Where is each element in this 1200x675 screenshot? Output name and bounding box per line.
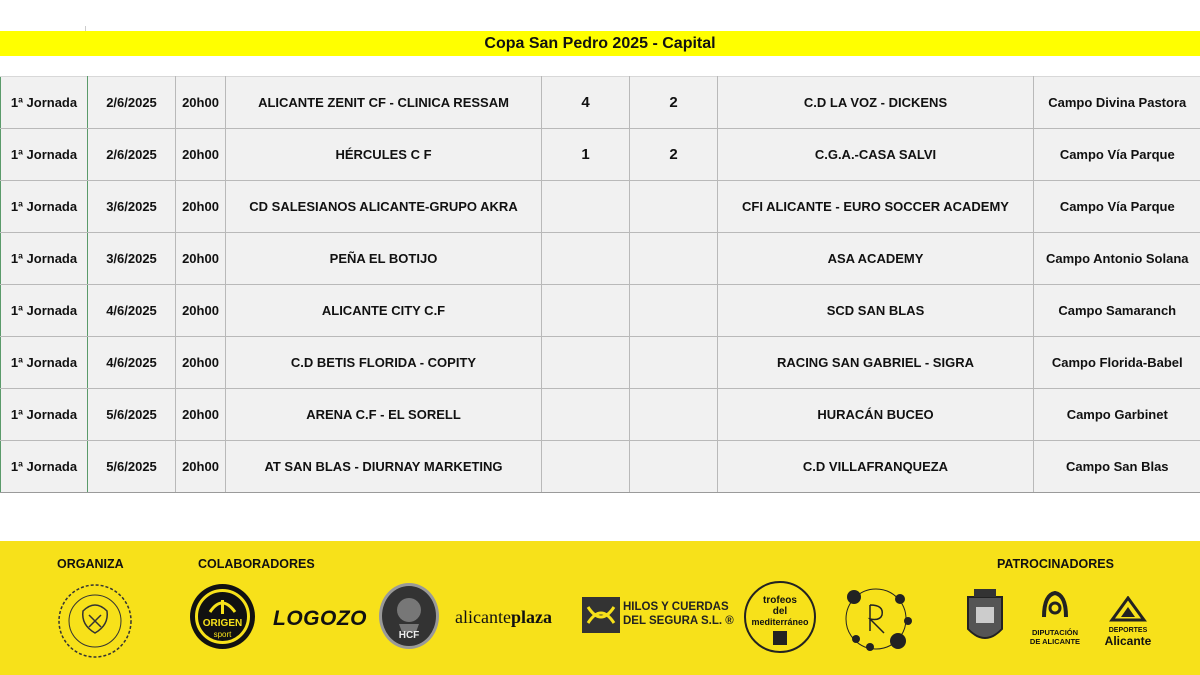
time-cell: 20h00 xyxy=(176,337,226,389)
home-score-cell xyxy=(542,337,630,389)
diputacion-line-2: DE ALICANTE xyxy=(1029,637,1081,646)
away-team-cell: C.G.A.-CASA SALVI xyxy=(718,129,1034,181)
away-team-cell: HURACÁN BUCEO xyxy=(718,389,1034,441)
venue-cell: Campo Garbinet xyxy=(1034,389,1200,441)
fixtures-body xyxy=(1,77,1200,493)
away-score-cell xyxy=(630,233,718,285)
deportes-line-1: DEPORTES xyxy=(1108,627,1148,634)
page-title-text: Copa San Pedro 2025 - Capital xyxy=(484,34,716,52)
knot-icon xyxy=(582,597,620,633)
colaboradores-label: COLABORADORES xyxy=(198,557,315,571)
sponsor-band xyxy=(0,541,1200,675)
round-cell: 1ª Jornada xyxy=(1,233,88,285)
deportes-alicante-logo xyxy=(1098,596,1158,648)
table-row xyxy=(1,181,1200,233)
away-team-cell: ASA ACADEMY xyxy=(718,233,1034,285)
table-row xyxy=(1,337,1200,389)
date-cell: 2/6/2025 xyxy=(88,77,176,129)
away-score-cell xyxy=(630,337,718,389)
alicante-city-crest xyxy=(964,587,1006,651)
origen-bottom-text: sport xyxy=(213,630,232,639)
away-team-cell: RACING SAN GABRIEL - SIGRA xyxy=(718,337,1034,389)
alicanteplaza-logo xyxy=(455,607,552,628)
diputacion-logo xyxy=(1028,587,1082,646)
home-team-cell: ALICANTE ZENIT CF - CLINICA RESSAM xyxy=(226,77,542,129)
table-row xyxy=(1,233,1200,285)
home-team-cell: PEÑA EL BOTIJO xyxy=(226,233,542,285)
round-cell: 1ª Jornada xyxy=(1,389,88,441)
trofeos-line-1: trofeos xyxy=(763,595,797,606)
time-cell: 20h00 xyxy=(176,77,226,129)
origen-ring-icon xyxy=(190,584,255,649)
away-team-cell: SCD SAN BLAS xyxy=(718,285,1034,337)
deportes-triangle-icon xyxy=(1108,596,1148,622)
home-team-cell: ALICANTE CITY C.F xyxy=(226,285,542,337)
page-title xyxy=(0,31,1200,56)
home-score-cell: 4 xyxy=(542,77,630,129)
away-score-cell xyxy=(630,389,718,441)
date-cell: 3/6/2025 xyxy=(88,233,176,285)
home-team-cell: C.D BETIS FLORIDA - COPITY xyxy=(226,337,542,389)
table-row xyxy=(1,129,1200,181)
time-cell: 20h00 xyxy=(176,441,226,493)
hilos-line-1: HILOS Y CUERDAS xyxy=(623,601,729,613)
trofeos-line-3: mediterráneo xyxy=(751,617,809,627)
home-score-cell xyxy=(542,233,630,285)
home-team-cell: HÉRCULES C F xyxy=(226,129,542,181)
round-cell: 1ª Jornada xyxy=(1,129,88,181)
away-score-cell xyxy=(630,285,718,337)
alicanteplaza-part-b: plaza xyxy=(510,607,552,627)
press-association-logo xyxy=(55,581,135,661)
time-cell: 20h00 xyxy=(176,285,226,337)
logozo-logo: LOGOZO xyxy=(273,607,367,630)
hercules-crest xyxy=(379,583,439,649)
trofeos-mark-icon xyxy=(773,631,787,645)
trofeos-logo xyxy=(744,581,816,653)
diputacion-line-1: DIPUTACIÓN xyxy=(1031,628,1079,637)
away-team-cell: C.D LA VOZ - DICKENS xyxy=(718,77,1034,129)
away-score-cell: 2 xyxy=(630,77,718,129)
date-cell: 5/6/2025 xyxy=(88,441,176,493)
home-score-cell xyxy=(542,181,630,233)
time-cell: 20h00 xyxy=(176,233,226,285)
round-cell: 1ª Jornada xyxy=(1,337,88,389)
deportes-line-2: Alicante xyxy=(1104,634,1152,648)
floral-r-logo xyxy=(834,577,918,661)
hilos-emblem xyxy=(582,597,620,633)
venue-cell: Campo San Blas xyxy=(1034,441,1200,493)
venue-cell: Campo Vía Parque xyxy=(1034,181,1200,233)
round-cell: 1ª Jornada xyxy=(1,285,88,337)
origen-sport-logo xyxy=(190,584,255,649)
patrocinadores-label: PATROCINADORES xyxy=(997,557,1114,571)
home-team-cell: AT SAN BLAS - DIURNAY MARKETING xyxy=(226,441,542,493)
round-cell: 1ª Jornada xyxy=(1,181,88,233)
date-cell: 3/6/2025 xyxy=(88,181,176,233)
venue-cell: Campo Vía Parque xyxy=(1034,129,1200,181)
round-cell: 1ª Jornada xyxy=(1,77,88,129)
home-team-cell: CD SALESIANOS ALICANTE-GRUPO AKRA xyxy=(226,181,542,233)
diputacion-a-icon xyxy=(1038,587,1072,623)
hcf-text: HCF xyxy=(398,630,420,641)
date-cell: 4/6/2025 xyxy=(88,337,176,389)
fixtures-table xyxy=(0,76,1200,493)
home-team-cell: ARENA C.F - EL SORELL xyxy=(226,389,542,441)
away-team-cell: C.D VILLAFRANQUEZA xyxy=(718,441,1034,493)
alicanteplaza-part-a: alicante xyxy=(455,607,511,627)
time-cell: 20h00 xyxy=(176,389,226,441)
hilos-line-2: DEL SEGURA S.L. ® xyxy=(623,615,734,627)
origen-top-text: ORIGEN xyxy=(202,618,243,629)
organiza-label: ORGANIZA xyxy=(57,557,124,571)
away-score-cell xyxy=(630,181,718,233)
date-cell: 4/6/2025 xyxy=(88,285,176,337)
venue-cell: Campo Florida-Babel xyxy=(1034,337,1200,389)
table-row xyxy=(1,285,1200,337)
date-cell: 2/6/2025 xyxy=(88,129,176,181)
table-row xyxy=(1,441,1200,493)
hilos-text xyxy=(623,600,734,628)
home-score-cell xyxy=(542,389,630,441)
venue-cell: Campo Samaranch xyxy=(1034,285,1200,337)
time-cell: 20h00 xyxy=(176,129,226,181)
trofeos-line-2: del xyxy=(772,606,788,617)
home-score-cell: 1 xyxy=(542,129,630,181)
round-cell: 1ª Jornada xyxy=(1,441,88,493)
time-cell: 20h00 xyxy=(176,181,226,233)
venue-cell: Campo Antonio Solana xyxy=(1034,233,1200,285)
home-score-cell xyxy=(542,441,630,493)
venue-cell: Campo Divina Pastora xyxy=(1034,77,1200,129)
table-row xyxy=(1,77,1200,129)
date-cell: 5/6/2025 xyxy=(88,389,176,441)
away-team-cell: CFI ALICANTE - EURO SOCCER ACADEMY xyxy=(718,181,1034,233)
home-score-cell xyxy=(542,285,630,337)
table-row xyxy=(1,389,1200,441)
away-score-cell xyxy=(630,441,718,493)
away-score-cell: 2 xyxy=(630,129,718,181)
